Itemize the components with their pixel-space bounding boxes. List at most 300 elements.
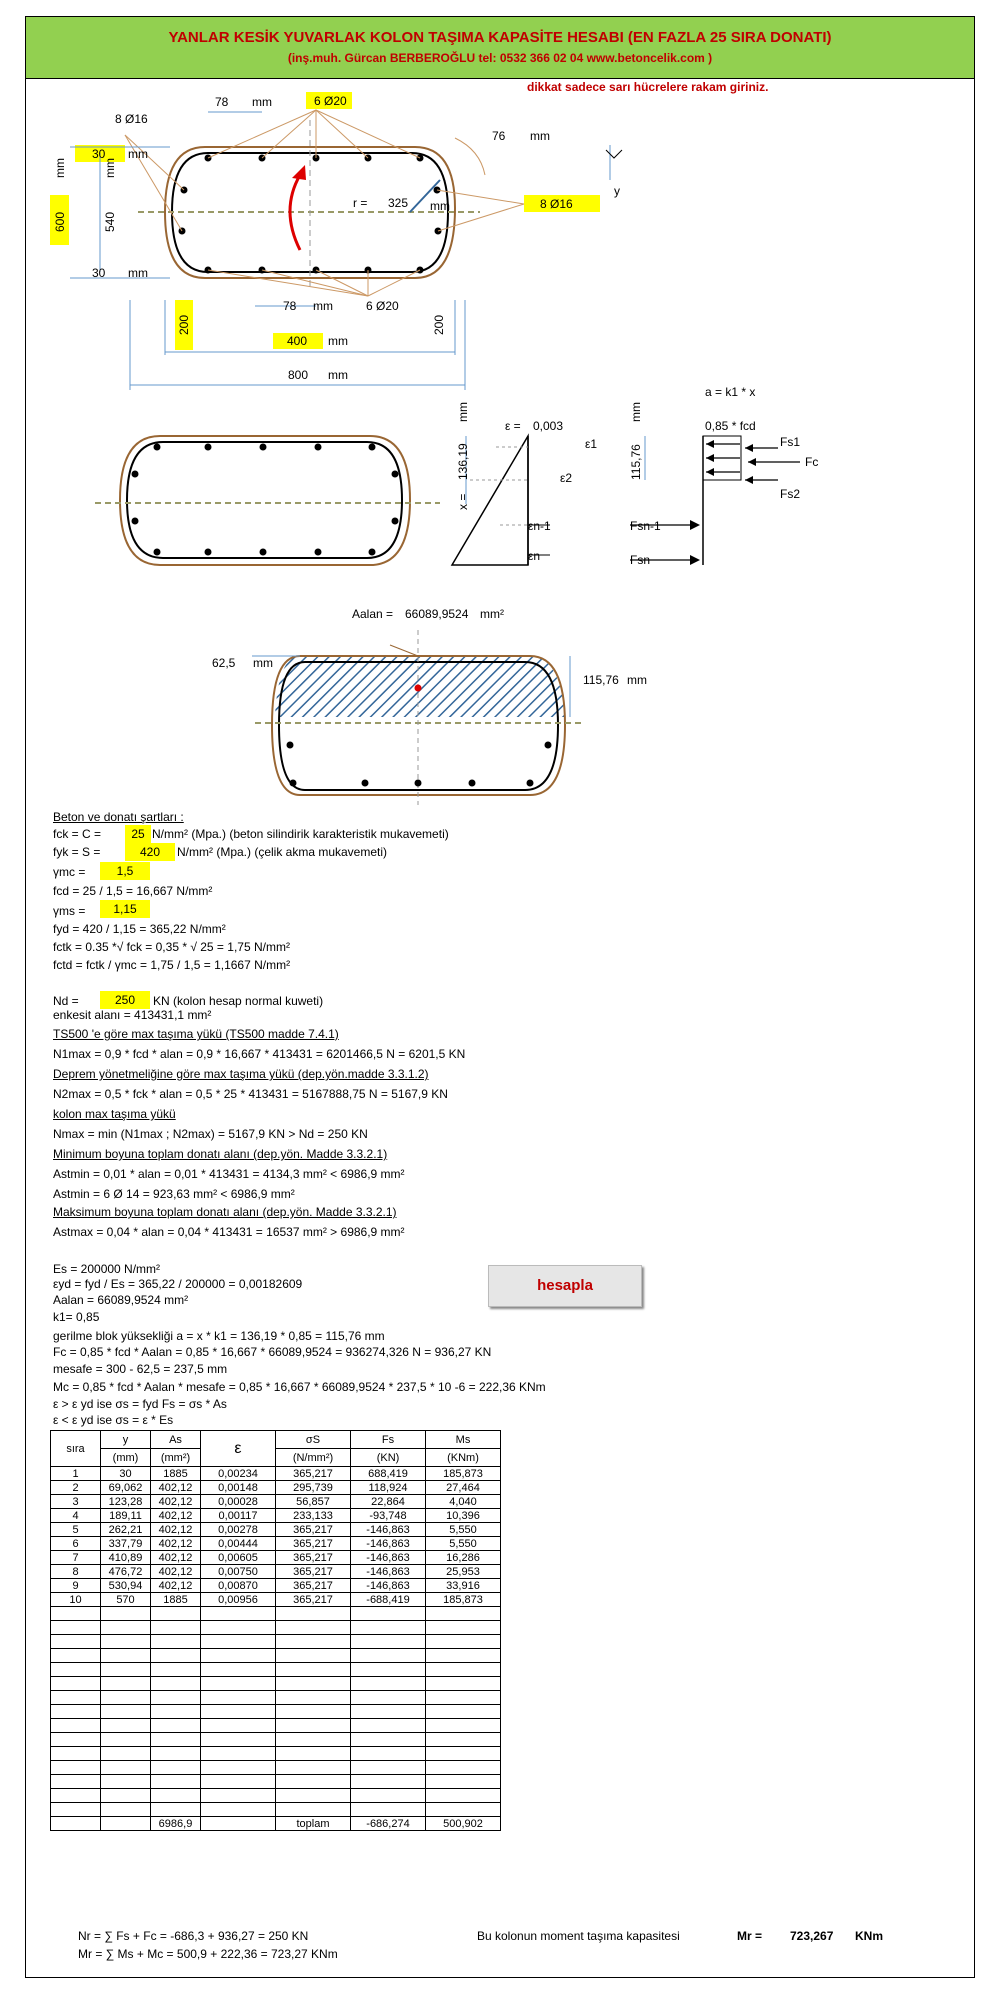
table-cell: 365,217 — [276, 1467, 351, 1481]
table-cell — [276, 1775, 351, 1789]
table-row — [51, 1789, 501, 1803]
kolon-title: kolon max taşıma yükü — [53, 1107, 176, 1121]
table-cell — [101, 1789, 151, 1803]
astmin1-line: Astmin = 0,01 * alan = 0,01 * 413431 = 4134,3 mm² < 6986,9 mm² — [53, 1167, 405, 1181]
page-title: YANLAR KESİK YUVARLAK KOLON TAŞIMA KAPASİTE HESABI (EN FAZLA 25 SIRA DONATI) — [168, 29, 832, 46]
table-cell — [101, 1607, 151, 1621]
depth-unit: mm — [627, 673, 647, 687]
table-cell: 262,21 — [101, 1523, 151, 1537]
max-title: Maksimum boyuna toplam donatı alanı (dep.yön. Madde 3.3.2.1) — [53, 1205, 397, 1219]
table-cell: 4,040 — [426, 1495, 501, 1509]
table-cell — [201, 1705, 276, 1719]
table-row — [51, 1677, 501, 1691]
table-row — [51, 1635, 501, 1649]
condition-1: ε > ε yd ise σs = fyd Fs = σs * As — [53, 1397, 227, 1411]
table-cell — [51, 1705, 101, 1719]
table-row — [51, 1649, 501, 1663]
table-cell — [151, 1607, 201, 1621]
capacity-label: Bu kolonun moment taşıma kapasitesi — [477, 1929, 680, 1943]
warning-text: dikkat sadece sarı hücrelere rakam giriniz. — [527, 80, 769, 94]
th-as-unit: (mm²) — [151, 1449, 201, 1467]
fctd-line: fctd = fctk / γmc = 1,75 / 1,5 = 1,1667 N/mm² — [53, 958, 291, 972]
strain-stress-diagram — [0, 380, 1001, 590]
fyk-desc: N/mm² (Mpa.) (çelik akma mukavemeti) — [177, 845, 388, 859]
table-cell — [151, 1747, 201, 1761]
table-cell — [51, 1761, 101, 1775]
table-cell: 365,217 — [276, 1551, 351, 1565]
table-cell — [351, 1705, 426, 1719]
table-row — [51, 1579, 501, 1593]
area-unit: mm² — [480, 607, 504, 621]
k1-line: k1= 0,85 — [53, 1310, 100, 1324]
table-cell: 8 — [51, 1565, 101, 1579]
table-row — [51, 1551, 501, 1565]
fcd-line: fcd = 25 / 1,5 = 16,667 N/mm² — [53, 884, 213, 898]
fck-desc: N/mm² (Mpa.) (beton silindirik karakteristik mukavemeti) — [152, 827, 449, 841]
table-cell: 337,79 — [101, 1537, 151, 1551]
table-cell — [351, 1761, 426, 1775]
epsn-label: εn — [528, 549, 541, 563]
dep-title: Deprem yönetmeliğine göre max taşıma yükü (dep.yön.madde 3.3.1.2) — [53, 1067, 429, 1081]
area-label: Aalan = — [352, 607, 394, 621]
table-cell — [51, 1607, 101, 1621]
nd-input[interactable]: 250 — [100, 991, 150, 1009]
inner-height-value: 540 — [103, 211, 117, 232]
table-cell — [101, 1621, 151, 1635]
table-cell — [351, 1775, 426, 1789]
stress-label: 0,85 * fcd — [705, 419, 756, 433]
table-cell — [151, 1775, 201, 1789]
table-cell: 3 — [51, 1495, 101, 1509]
table-cell — [426, 1719, 501, 1733]
table-cell: 30 — [101, 1467, 151, 1481]
table-cell: 410,89 — [101, 1551, 151, 1565]
table-cell — [351, 1789, 426, 1803]
astmin2-line: Astmin = 6 Ø 14 = 923,63 mm² < 6986,9 mm² — [53, 1187, 295, 1201]
table-cell — [151, 1635, 201, 1649]
table-cell — [101, 1803, 151, 1817]
height-value: 600 — [53, 211, 67, 232]
total-ms: 500,902 — [426, 1817, 501, 1831]
table-row — [51, 1705, 501, 1719]
table-cell: -146,863 — [351, 1565, 426, 1579]
area-line: enkesit alanı = 413431,1 mm² — [53, 1008, 212, 1022]
table-cell: 0,00956 — [201, 1593, 276, 1607]
table-cell — [351, 1719, 426, 1733]
th-ms-unit: (KNm) — [426, 1449, 501, 1467]
table-row — [51, 1607, 501, 1621]
table-cell — [201, 1635, 276, 1649]
table-cell: 402,12 — [151, 1579, 201, 1593]
table-cell — [276, 1649, 351, 1663]
th-eps: ε — [201, 1431, 276, 1467]
table-cell — [51, 1733, 101, 1747]
n1max-line: N1max = 0,9 * fcd * alan = 0,9 * 16,667 * 413431 = 6201466,5 N = 6201,5 KN — [53, 1047, 466, 1061]
mr-label: Mr = — [737, 1929, 763, 1943]
table-cell — [276, 1789, 351, 1803]
table-cell: 365,217 — [276, 1593, 351, 1607]
min-title: Minimum boyuna toplam donatı alanı (dep.yön. Madde 3.3.2.1) — [53, 1147, 388, 1161]
table-cell: 402,12 — [151, 1495, 201, 1509]
es-line: Es = 200000 N/mm² — [53, 1262, 161, 1276]
table-cell — [51, 1789, 101, 1803]
total-width-value: 800 — [288, 368, 309, 382]
bottom-spacing-unit: mm — [313, 299, 333, 313]
table-cell — [276, 1803, 351, 1817]
table-cell: 402,12 — [151, 1565, 201, 1579]
total-as: 6986,9 — [151, 1817, 201, 1831]
table-cell: 0,00870 — [201, 1579, 276, 1593]
table-cell — [151, 1691, 201, 1705]
table-row — [51, 1719, 501, 1733]
mr-line: Mr = ∑ Ms + Mc = 500,9 + 222,36 = 723,27 KNm — [78, 1947, 338, 1961]
table-cell: 365,217 — [276, 1579, 351, 1593]
table-cell — [426, 1761, 501, 1775]
nr-line: Nr = ∑ Fs + Fc = -686,3 + 936,27 = 250 KN — [78, 1929, 309, 1943]
cover-bottom-value: 30 — [92, 266, 106, 280]
table-cell — [351, 1677, 426, 1691]
table-cell — [351, 1803, 426, 1817]
table-cell: 402,12 — [151, 1523, 201, 1537]
table-cell — [351, 1733, 426, 1747]
table-cell — [201, 1775, 276, 1789]
table-cell — [101, 1705, 151, 1719]
table-cell — [51, 1747, 101, 1761]
table-cell — [101, 1649, 151, 1663]
table-row — [51, 1733, 501, 1747]
table-cell: 185,873 — [426, 1467, 501, 1481]
section-dimension-diagram — [0, 0, 1001, 400]
th-fs: Fs — [351, 1431, 426, 1449]
fc-line: Fc = 0,85 * fcd * Aalan = 0,85 * 16,667 * 66089,9524 = 936274,326 N = 936,27 KN — [53, 1345, 492, 1359]
table-cell: 7 — [51, 1551, 101, 1565]
table-cell: 22,864 — [351, 1495, 426, 1509]
table-cell — [276, 1733, 351, 1747]
gmc-input[interactable]: 1,5 — [100, 862, 150, 880]
table-cell: 402,12 — [151, 1509, 201, 1523]
fs1-label: Fs1 — [780, 435, 801, 449]
left-width-value: 200 — [177, 314, 191, 335]
table-cell — [51, 1635, 101, 1649]
table-cell: 118,924 — [351, 1481, 426, 1495]
total-width-unit: mm — [328, 368, 348, 382]
table-cell — [426, 1733, 501, 1747]
table-cell — [351, 1747, 426, 1761]
table-cell — [51, 1663, 101, 1677]
table-cell: 1885 — [151, 1593, 201, 1607]
table-cell — [426, 1663, 501, 1677]
table-cell — [151, 1705, 201, 1719]
table-cell — [201, 1691, 276, 1705]
fsn1-label: Fsn-1 — [630, 519, 661, 533]
table-cell — [426, 1621, 501, 1635]
table-row — [51, 1593, 501, 1607]
top-bar-label: 6 Ø20 — [314, 94, 347, 108]
table-cell: 233,133 — [276, 1509, 351, 1523]
table-row — [51, 1775, 501, 1789]
th-as: As — [151, 1431, 201, 1449]
table-cell — [426, 1607, 501, 1621]
table-cell: 189,11 — [101, 1509, 151, 1523]
th-sigma: σS — [276, 1431, 351, 1449]
table-cell — [151, 1663, 201, 1677]
table-cell: 0,00278 — [201, 1523, 276, 1537]
a-line: gerilme blok yüksekliği a = x * k1 = 136,19 * 0,85 = 115,76 mm — [53, 1329, 385, 1343]
page-subtitle: (inş.muh. Gürcan BERBEROĞLU tel: 0532 366 02 04 www.betoncelik.com ) — [287, 51, 713, 65]
table-cell: 530,94 — [101, 1579, 151, 1593]
eps1-label: ε1 — [585, 437, 598, 451]
table-cell: 365,217 — [276, 1537, 351, 1551]
table-cell — [426, 1775, 501, 1789]
table-row — [51, 1523, 501, 1537]
table-row — [51, 1565, 501, 1579]
nd-desc: KN (kolon hesap normal kuweti) — [153, 994, 324, 1008]
astmax-line: Astmax = 0,04 * alan = 0,04 * 413431 = 16537 mm² > 6986,9 mm² — [53, 1225, 405, 1239]
table-cell — [51, 1649, 101, 1663]
table-cell — [51, 1775, 101, 1789]
table-cell: 6 — [51, 1537, 101, 1551]
table-cell: 69,062 — [101, 1481, 151, 1495]
table-cell: -146,863 — [351, 1537, 426, 1551]
table-cell — [276, 1607, 351, 1621]
th-fs-unit: (KN) — [351, 1449, 426, 1467]
table-cell — [51, 1677, 101, 1691]
bottom-spacing-value: 78 — [283, 299, 297, 313]
table-cell: 10,396 — [426, 1509, 501, 1523]
table-cell: 0,00148 — [201, 1481, 276, 1495]
table-cell: 16,286 — [426, 1551, 501, 1565]
table-cell: 5 — [51, 1523, 101, 1537]
table-cell — [276, 1705, 351, 1719]
a-formula: a = k1 * x — [705, 385, 756, 399]
cover-top-unit: mm — [128, 147, 148, 161]
radius-label: r = — [353, 196, 368, 210]
table-cell — [201, 1677, 276, 1691]
table-cell — [151, 1733, 201, 1747]
th-ms: Ms — [426, 1431, 501, 1449]
total-label: toplam — [276, 1817, 351, 1831]
table-cell — [351, 1621, 426, 1635]
table-cell: 10 — [51, 1593, 101, 1607]
area-value: 66089,9524 — [405, 607, 469, 621]
table-cell — [101, 1635, 151, 1649]
nd-label: Nd = — [53, 994, 79, 1008]
table-cell — [151, 1677, 201, 1691]
table-cell — [426, 1747, 501, 1761]
table-cell — [426, 1635, 501, 1649]
table-row — [51, 1509, 501, 1523]
nmax-line: Nmax = min (N1max ; N2max) = 5167,9 KN > Nd = 250 KN — [53, 1127, 368, 1141]
mr-unit: KNm — [855, 1929, 884, 1943]
side-bar-left-label: 8 Ø16 — [115, 112, 148, 126]
fs2-label: Fs2 — [780, 487, 801, 501]
table-cell: 365,217 — [276, 1523, 351, 1537]
a-value: 115,76 — [629, 444, 643, 480]
table-cell: -146,863 — [351, 1579, 426, 1593]
table-cell — [101, 1775, 151, 1789]
angle-unit: mm — [530, 129, 550, 143]
th-sigma-unit: (N/mm²) — [276, 1449, 351, 1467]
table-cell: 0,00605 — [201, 1551, 276, 1565]
table-cell — [101, 1747, 151, 1761]
table-cell: 688,419 — [351, 1467, 426, 1481]
right-width-value: 200 — [432, 314, 446, 335]
table-row — [51, 1747, 501, 1761]
gmc-label: γmc = — [53, 865, 86, 879]
top-spacing-value: 78 — [215, 95, 229, 109]
table-cell: 476,72 — [101, 1565, 151, 1579]
table-cell: 0,00028 — [201, 1495, 276, 1509]
th-y-unit: (mm) — [101, 1449, 151, 1467]
table-cell — [426, 1803, 501, 1817]
table-cell: 0,00444 — [201, 1537, 276, 1551]
table-cell — [426, 1789, 501, 1803]
ts500-title: TS500 'e göre max taşıma yükü (TS500 madde 7.4.1) — [53, 1027, 339, 1041]
table-cell: 2 — [51, 1481, 101, 1495]
table-cell — [151, 1621, 201, 1635]
table-cell — [101, 1677, 151, 1691]
table-cell — [276, 1635, 351, 1649]
mc-line: Mc = 0,85 * fcd * Aalan * mesafe = 0,85 * 16,667 * 66089,9524 * 237,5 * 10 -6 = 222,36 KNm — [53, 1380, 546, 1394]
table-cell — [426, 1677, 501, 1691]
cover-bottom-unit: mm — [128, 266, 148, 280]
table-cell: 402,12 — [151, 1537, 201, 1551]
table-cell: 402,12 — [151, 1481, 201, 1495]
table-cell — [201, 1733, 276, 1747]
table-row — [51, 1495, 501, 1509]
table-cell: 1 — [51, 1467, 101, 1481]
table-cell — [101, 1719, 151, 1733]
table-row — [51, 1467, 501, 1481]
fyk-label: fyk = S = — [53, 845, 101, 859]
table-cell: -146,863 — [351, 1551, 426, 1565]
table-cell — [51, 1691, 101, 1705]
bottom-bar-label: 6 Ø20 — [366, 299, 399, 313]
hesapla-button[interactable]: hesapla — [488, 1265, 642, 1307]
side-bar-right-label: 8 Ø16 — [540, 197, 573, 211]
table-cell — [101, 1761, 151, 1775]
table-cell — [201, 1621, 276, 1635]
table-cell — [151, 1649, 201, 1663]
table-row — [51, 1691, 501, 1705]
table-cell: 56,857 — [276, 1495, 351, 1509]
table-cell: 402,12 — [151, 1551, 201, 1565]
table-cell: 9 — [51, 1579, 101, 1593]
table-cell — [201, 1663, 276, 1677]
table-cell — [276, 1747, 351, 1761]
section-title: Beton ve donatı şartları : — [53, 810, 184, 824]
flat-width-value: 400 — [287, 334, 308, 348]
table-cell: 5,550 — [426, 1537, 501, 1551]
table-cell: 0,00234 — [201, 1467, 276, 1481]
fck-input[interactable]: 25 — [125, 825, 151, 843]
th-y: y — [101, 1431, 151, 1449]
table-cell — [426, 1691, 501, 1705]
table-row — [51, 1481, 501, 1495]
fsn-label: Fsn — [630, 553, 651, 567]
table-cell: 4 — [51, 1509, 101, 1523]
offset-value: 62,5 — [212, 656, 236, 670]
table-cell — [201, 1803, 276, 1817]
fc-label: Fc — [805, 455, 819, 469]
table-cell — [351, 1663, 426, 1677]
x-value: 136,19 — [456, 443, 470, 480]
inner-height-unit: mm — [103, 158, 117, 178]
table-cell — [101, 1663, 151, 1677]
table-cell: 0,00117 — [201, 1509, 276, 1523]
table-cell — [201, 1719, 276, 1733]
table-cell: 5,550 — [426, 1523, 501, 1537]
height-unit: mm — [53, 158, 67, 178]
table-cell — [101, 1733, 151, 1747]
table-cell: 1885 — [151, 1467, 201, 1481]
table-cell: 25,953 — [426, 1565, 501, 1579]
table-cell — [151, 1761, 201, 1775]
table-cell: 27,464 — [426, 1481, 501, 1495]
total-fs: -686,274 — [351, 1817, 426, 1831]
flat-width-unit: mm — [328, 334, 348, 348]
offset-unit: mm — [253, 656, 273, 670]
fyk-input[interactable]: 420 — [125, 843, 175, 861]
table-cell — [276, 1691, 351, 1705]
table-cell: 33,916 — [426, 1579, 501, 1593]
a-unit: mm — [629, 402, 643, 422]
table-cell — [276, 1761, 351, 1775]
table-cell — [151, 1719, 201, 1733]
table-cell: 365,217 — [276, 1565, 351, 1579]
table-cell — [51, 1621, 101, 1635]
table-cell: 185,873 — [426, 1593, 501, 1607]
table-cell — [351, 1691, 426, 1705]
compression-area-diagram — [0, 600, 1001, 815]
x-label: x = — [456, 493, 470, 510]
angle-value: 76 — [492, 129, 506, 143]
table-cell — [276, 1719, 351, 1733]
aalan-line: Aalan = 66089,9524 mm² — [53, 1293, 189, 1307]
eps-value: 0,003 — [533, 419, 564, 433]
table-cell — [201, 1607, 276, 1621]
eps2-label: ε2 — [560, 471, 573, 485]
table-cell — [151, 1803, 201, 1817]
table-cell — [201, 1649, 276, 1663]
table-row — [51, 1621, 501, 1635]
table-row — [51, 1663, 501, 1677]
eps-label: ε = — [505, 419, 521, 433]
fck-label: fck = C = — [53, 827, 102, 841]
x-unit: mm — [456, 402, 470, 422]
table-cell: 295,739 — [276, 1481, 351, 1495]
table-cell — [426, 1705, 501, 1719]
gms-label: γms = — [53, 904, 86, 918]
table-cell — [276, 1677, 351, 1691]
table-cell: -146,863 — [351, 1523, 426, 1537]
table-cell — [351, 1649, 426, 1663]
table-cell: 123,28 — [101, 1495, 151, 1509]
n2max-line: N2max = 0,5 * fck * alan = 0,5 * 25 * 413431 = 5167888,75 N = 5167,9 KN — [53, 1087, 448, 1101]
fctk-line: fctk = 0.35 *√ fck = 0,35 * √ 25 = 1,75 N/mm² — [53, 940, 290, 954]
depth-value: 115,76 — [583, 673, 619, 687]
table-cell — [276, 1621, 351, 1635]
gms-input[interactable]: 1,15 — [100, 900, 150, 918]
fyd-line: fyd = 420 / 1,15 = 365,22 N/mm² — [53, 922, 226, 936]
y-axis-label: y — [614, 184, 620, 198]
top-spacing-unit: mm — [252, 95, 272, 109]
mesafe-line: mesafe = 300 - 62,5 = 237,5 mm — [53, 1362, 228, 1376]
table-cell: 570 — [101, 1593, 151, 1607]
table-cell — [51, 1719, 101, 1733]
table-cell: -688,419 — [351, 1593, 426, 1607]
mr-value: 723,267 — [790, 1929, 834, 1943]
